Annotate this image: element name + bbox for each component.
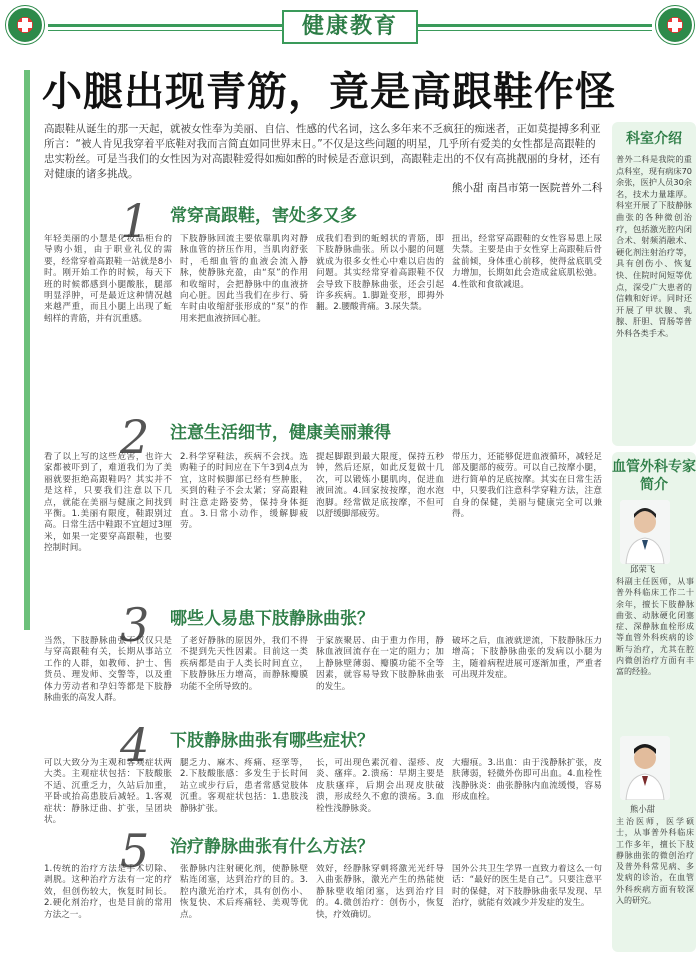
section1-col4: 扭出，经常穿高跟鞋的女性容易患上尿失禁。主要是由于女性穿上高跟鞋后骨盆前倾，身体重心前移，使得盆底肌受力增加，长期如此会造成盆底肌松弛。4.性欲和食欲减退。 bbox=[452, 234, 602, 290]
department-intro-box bbox=[612, 122, 696, 446]
expert-intro-title: 血管外科专家简介 bbox=[612, 459, 696, 493]
department-intro-title: 科室介绍 bbox=[626, 131, 682, 147]
section4-col2: 腿乏力、麻木、疼痛、痉挛等，2.下肢酸胀感：多发生于长时间站立或步行后，患者常感觉肢体沉重。客观症状包括：1.患肢浅静脉扩张。 bbox=[180, 758, 308, 814]
hospital-logo-left bbox=[6, 6, 44, 44]
section5-col1: 1.传统的治疗方法是手术切除、剥脱。这种治疗方法有一定的疗效，但创伤较大，恢复时间长。2.硬化剂治疗，也是目前的常用方法之一。 bbox=[44, 864, 172, 920]
section-heading-4: 下肢静脉曲张有哪些症状？ bbox=[170, 731, 374, 751]
section-heading-5: 治疗静脉曲张有什么方法？ bbox=[170, 837, 374, 857]
section-number-4: 4 bbox=[120, 718, 150, 772]
section5-col3: 效好，经静脉穿刺将激光光纤导入曲张静脉，激光产生的热能使静脉壁收缩闭塞，达到治疗目的。4.微创治疗：创伤小，恢复快，疗效确切。 bbox=[316, 864, 444, 920]
section1-col1: 年轻美丽的小慧是化妆品柜台的导购小姐，由于职业礼仪的需要，经常穿着高跟鞋一站就是8小时。刚开始工作的时候，每天下班的时候都感到小腿酸胀，腿部明显浮肿，可是最近这种情况越来越严重，而且小腿上出现了蚯蚓样的青筋，并有沉重感。 bbox=[44, 234, 172, 324]
section-number-5: 5 bbox=[120, 824, 150, 878]
section-number-3: 3 bbox=[120, 598, 150, 652]
doctor-photo-1 bbox=[620, 500, 670, 564]
section-heading-3: 哪些人易患下肢静脉曲张？ bbox=[170, 609, 374, 629]
doctor-photo-2 bbox=[620, 736, 670, 800]
section3-col1: 当然，下肢静脉曲张不仅仅只是与穿高跟鞋有关，长期从事站立工作的人群，如教师、护士、售货员、理发师、交警等，以及重体力劳动者和孕妇等都是下肢静脉曲张的高发人群。 bbox=[44, 636, 172, 704]
section5-col4: 国外公共卫生学界一直致力着这么一句话：“最好的医生是自己”。只要注意平时的保健，对下肢静脉曲张早发现、早治疗，就能有效减少并发症的发生。 bbox=[452, 864, 602, 909]
doctor-bio-1: 科副主任医师，从事普外科临床工作二十余年，擅长下肢静脉曲张、动脉硬化闭塞症、深静脉血栓形成等血管外科疾病的诊断与治疗，尤其在腔内微创治疗方面有丰富的经验。 bbox=[616, 577, 694, 677]
page-title: 小腿出现青筋，竟是高跟鞋作怪 bbox=[42, 69, 616, 115]
author-line: 熊小甜 南昌市第一医院普外二科 bbox=[452, 182, 603, 194]
section3-col3: 于家族聚居、由于重力作用，静脉血液回流存在一定的阻力；加上静脉壁薄弱、瓣膜功能不全等因素，就容易导致下肢静脉曲张的发生。 bbox=[316, 636, 444, 692]
decorative-bar bbox=[24, 70, 30, 630]
header bbox=[0, 0, 700, 54]
section1-col2: 下肢静脉回流主要依靠肌肉对静脉血管的挤压作用，当肌肉舒张时，毛细血管的血液会流入静脉，使静脉充盈，由“泵”的作用和收缩时，会把静脉中的血液挤向心脏。因此当我们在步行、骑车时由收缩舒张形成的“泵”的作用来把血液挤回心脏。 bbox=[180, 234, 308, 324]
section2-col4: 带压力，还能够促进血液循环，减轻足部及腿部的疲劳。可以自己按摩小腿，进行简单的足底按摩。其实在日常生活中，只要我们注意科学穿鞋方法，注意自身的保健，美丽与健康完全可以兼得。 bbox=[452, 452, 602, 520]
department-intro-text: 普外二科是我院的重点科室，现有病床70余张，医护人员30余名，技术力量雄厚。科室开展了下肢静脉曲张的各种微创治疗，包括激光腔内闭合术、射频消融术、硬化剂注射治疗等，具有创伤小、恢复快、住院时间短等优点，深受广大患者的信赖和好评。同时还开展了甲状腺、乳腺、肝胆、胃肠等普外科各类手术。 bbox=[616, 154, 692, 338]
section-heading-1: 常穿高跟鞋，害处多又多 bbox=[170, 206, 357, 226]
section2-col1: 看了以上写的这些危害，也许大家都被吓到了，难道我们为了美丽就要拒绝高跟鞋吗？其实并不是这样，只要我们注意以下几点，就能在美丽与健康之间找到平衡。1.美丽有限度，鞋跟别过高。日常生活中鞋跟不宜超过3厘米，如果一定要穿高跟鞋，也要控制时间。 bbox=[44, 452, 172, 554]
section1-col3: 成我们看到的蚯蚓状的青筋，即下肢静脉曲张。所以小腿的问题就成为很多女性心中难以启齿的问题。其实经常穿着高跟鞋不仅会导致下肢静脉曲张，还会引起许多疾病。1.脚趾变形，即拇外翻。2.腰酸背痛。3.尿失禁。 bbox=[316, 234, 444, 313]
section2-col3: 提起脚跟到最大限度，保持五秒钟，然后还原，如此反复做十几次，可以锻炼小腿肌肉，促进血液回流。4.回家按按摩，泡水泡泡脚。经常做足底按摩，不但可以舒缓脚部疲劳。 bbox=[316, 452, 444, 520]
section4-col1: 可以大致分为主观和客观症状两大类。主观症状包括：下肢酸胀不适、沉重乏力，久站后加重，平卧或抬高患肢后减轻。1.客观症状：静脉迂曲、扩张，呈团块状。 bbox=[44, 758, 172, 826]
section3-col4: 破坏之后，血液就逆流，下肢静脉压力增高；下肢静脉曲张的发病以小腿为主，随着病程进展可逐渐加重，严重者可出现并发症。 bbox=[452, 636, 602, 681]
section4-col4: 大瘤痕。3.出血：由于浅静脉扩张，皮肤薄弱，轻微外伤即可出血。4.血栓性浅静脉炎：曲张静脉内血流缓慢，容易形成血栓。 bbox=[452, 758, 602, 803]
section4-col3: 长，可出现色素沉着、湿疹、皮炎、瘙痒。2.溃疡：早期主要是皮肤瘙痒，后期会出现皮肤破溃，形成经久不愈的溃疡。3.血栓性浅静脉炎。 bbox=[316, 758, 444, 814]
section-tag: 健康教育 bbox=[282, 10, 418, 44]
doctor-bio-2: 主治医师，医学硕士，从事普外科临床工作多年，擅长下肢静脉曲张的微创治疗及普外科常见病、多发病的诊治，在血管外科疾病方面有较深入的研究。 bbox=[616, 817, 694, 906]
section3-col2: 了老好静脉的原因外，我们不得不提到先天性因素。目前这一类疾病都是由于人类长时间直立，下肢静脉压力增高，而静脉瓣膜功能不全所导致的。 bbox=[180, 636, 308, 692]
section-heading-2: 注意生活细节，健康美丽兼得 bbox=[170, 423, 391, 443]
doctor-name-2: 熊小甜 bbox=[630, 804, 656, 814]
hospital-logo-right bbox=[656, 6, 694, 44]
intro-paragraph: 高跟鞋从诞生的那一天起，就被女性奉为美丽、自信、性感的代名词，这么多年来不乏疯狂的痴迷者，正如莫提搏多利亚所言：“被人肯见我穿着平底鞋对我而言简直如同世界末日。”不仅是这些问题的明星，几乎所有爱美的女性都是高跟鞋的忠实粉丝。可是当我们的女性因为对高跟鞋爱得如痴如醉的时候是否意识到，高跟鞋走出的不仅有高挑靓丽的身材，还有对健康的诸多挑战。 bbox=[44, 123, 601, 180]
section-number-1: 1 bbox=[120, 194, 150, 248]
section5-col2: 张静脉内注射硬化剂，使静脉壁粘连闭塞，达到治疗的目的。3.腔内激光治疗术，具有创伤小、恢复快、术后疼痛轻、美观等优点。 bbox=[180, 864, 308, 920]
section-number-2: 2 bbox=[120, 410, 150, 464]
expert-intro-box bbox=[612, 452, 696, 952]
section2-col2: 2.科学穿鞋法，疾病不会找。选购鞋子的时间应在下午3到4点为宜，这时候脚部已经有些肿胀，买到的鞋子不会太紧；穿高跟鞋时注意走路姿势，保持身体挺直。3.日常小动作，缓解脚疲劳。 bbox=[180, 452, 308, 531]
doctor-name-1: 邱荣飞 bbox=[630, 564, 656, 574]
